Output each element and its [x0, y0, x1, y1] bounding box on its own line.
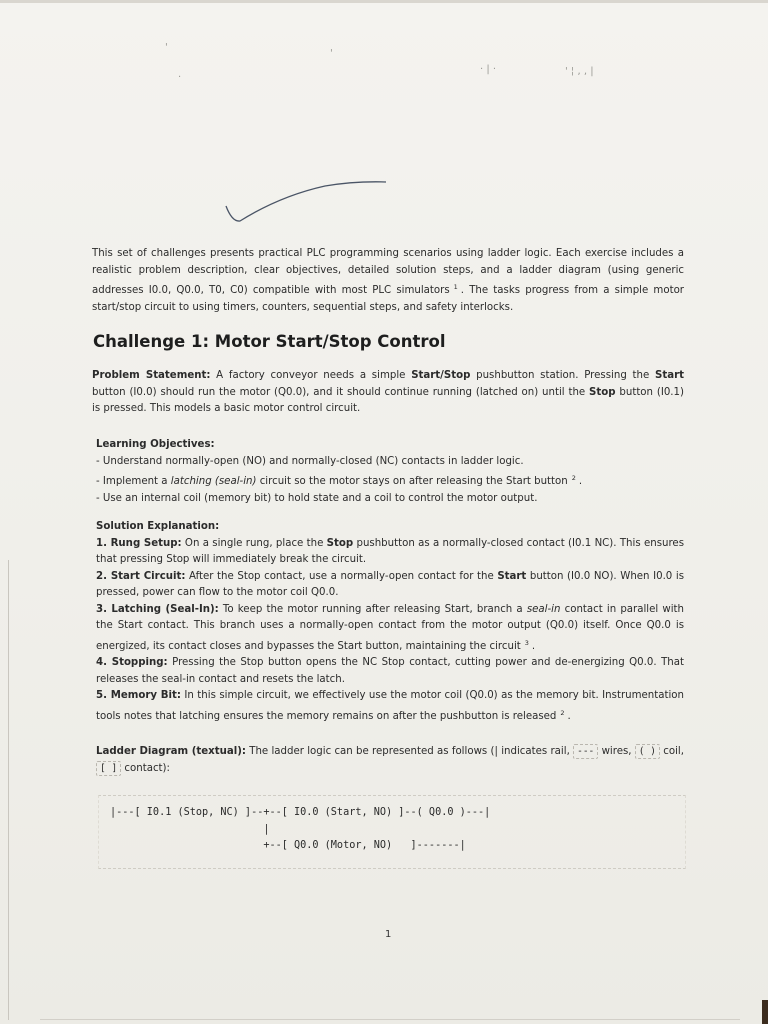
footnote-ref[interactable]: 2 — [560, 708, 565, 717]
stray-mark: ' — [165, 42, 168, 53]
step-label: 2. Start Circuit: — [96, 570, 186, 582]
objective-text: . — [578, 476, 583, 487]
bottom-edge-line — [40, 1019, 740, 1020]
objective-item — [96, 470, 688, 491]
contact-symbol: [ ] — [96, 761, 121, 776]
intro-text-end: . The tasks progress from a simple motor start/stop circuit to using timers, counters, sequential steps, and safety interlocks. — [92, 285, 684, 313]
page-number: 1 — [385, 929, 392, 940]
step-text: . — [567, 710, 571, 722]
step-text: pushbutton as a normally-closed contact (I0.1 NC). This ensures that pressing Stop will immediately break the circuit. — [96, 537, 684, 565]
intro-paragraph — [92, 246, 684, 316]
problem-text: button (I0.1) is pressed. This models a basic motor control circuit. — [92, 386, 685, 414]
step-bold: Stop — [326, 537, 354, 549]
problem-bold: Start/Stop — [411, 370, 471, 381]
step-text: On a single rung, place the — [181, 537, 327, 549]
ladder-code-line: | — [110, 824, 270, 835]
ladder-text: coil, — [659, 746, 684, 757]
objective-text: - Implement a — [96, 476, 171, 487]
stray-mark: ' ¦ , , | — [565, 66, 594, 77]
step-text: . — [531, 640, 536, 652]
ladder-label: Ladder Diagram (textual): — [96, 746, 246, 757]
solution-title: Solution Explanation: — [96, 521, 220, 532]
objective-item: - Understand normally-open (NO) and normally-closed (NC) contacts in ladder logic. — [96, 455, 524, 467]
step-text: In this simple circuit, we effectively use the motor coil (Q0.0) as the memory bit. Instrumentation tools notes that latching ensures the memory remains on after the pushbutton is released — [96, 690, 684, 722]
solution-step — [96, 571, 684, 599]
challenge-heading: Challenge 1: Motor Start/Stop Control — [93, 332, 446, 351]
pen-scribble — [220, 176, 390, 226]
stray-mark: ' — [330, 48, 333, 59]
learning-objectives — [96, 437, 688, 507]
step-label: 5. Memory Bit: — [96, 690, 181, 701]
footnote-ref[interactable]: 3 — [524, 638, 529, 647]
solution-explanation — [96, 519, 684, 725]
binder-corner — [762, 1000, 768, 1024]
objective-text: circuit so the motor stays on after releasing the Start button — [256, 476, 568, 487]
problem-text: button (I0.0) should run the motor (Q0.0), and it should continue running (latched on) until the — [92, 386, 590, 398]
problem-text: pushbutton station. Pressing the — [470, 370, 655, 381]
step-text: button (I0.0 NO). When I0.0 is pressed, power can flow to the motor coil Q0.0. — [96, 570, 685, 598]
footnote-ref[interactable]: 1 — [453, 283, 458, 291]
solution-step — [96, 604, 684, 652]
solution-step — [96, 538, 684, 566]
step-text: To keep the motor running after releasing Start, branch a — [218, 603, 527, 615]
step-label: 3. Latching (Seal-In): — [96, 603, 219, 615]
ladder-code-line: |---[ I0.1 (Stop, NC) ]--+--[ I0.0 (Start, NO) ]--( Q0.0 )---| — [110, 807, 491, 818]
step-bold: Start — [497, 570, 527, 582]
ladder-text: wires, — [598, 746, 635, 757]
step-text: Pressing the Stop button opens the NC Stop contact, cutting power and de-energizing Q0.0. That releases the seal-in contact and resets the latch. — [96, 657, 684, 685]
solution-step — [96, 657, 684, 685]
step-label: 1. Rung Setup: — [96, 537, 182, 549]
footnote-ref[interactable]: 2 — [571, 474, 576, 482]
problem-label: Problem Statement: — [92, 370, 211, 381]
stray-mark: · — [178, 72, 182, 83]
wire-symbol: --- — [573, 744, 598, 759]
ladder-diagram-intro — [96, 744, 684, 777]
ladder-text: contact): — [121, 762, 170, 774]
step-text: After the Stop contact, use a normally-open contact for the — [185, 570, 498, 582]
ladder-code-line: +--[ Q0.0 (Motor, NO) ]-------| — [110, 840, 466, 851]
problem-statement — [92, 368, 684, 418]
objectives-title: Learning Objectives: — [96, 439, 215, 450]
coil-symbol: ( ) — [635, 744, 660, 759]
intro-text: This set of challenges presents practical PLC programming scenarios using ladder logic. Each exercise includes a realistic problem description, clear objectives, detailed solution steps, and a ladder diagram (using generic addresses I0.0, Q0.0, T0, C0) compatible with most PLC simulators — [92, 248, 684, 296]
problem-bold: Stop — [589, 386, 616, 398]
solution-step — [96, 690, 684, 722]
step-label: 4. Stopping: — [96, 657, 168, 668]
problem-bold: Start — [655, 370, 684, 381]
top-edge-line — [0, 0, 768, 3]
page-edge-shadow — [8, 560, 9, 1020]
stray-mark: · | · — [480, 64, 497, 75]
ladder-text: The ladder logic can be represented as follows (| indicates rail, — [245, 746, 574, 757]
problem-text: A factory conveyor needs a simple — [210, 370, 412, 381]
step-text: contact in parallel with the Start contact. This branch uses a normally-open contact from the motor output (Q0.0) itself. Once Q0.0 is energized, its contact closes and bypasses the Start button, maintaining the circuit — [96, 603, 684, 652]
objective-emphasis: latching (seal-in) — [170, 476, 257, 487]
objective-item: - Use an internal coil (memory bit) to hold state and a coil to control the motor output. — [96, 492, 538, 504]
step-emphasis: seal-in — [526, 603, 561, 615]
